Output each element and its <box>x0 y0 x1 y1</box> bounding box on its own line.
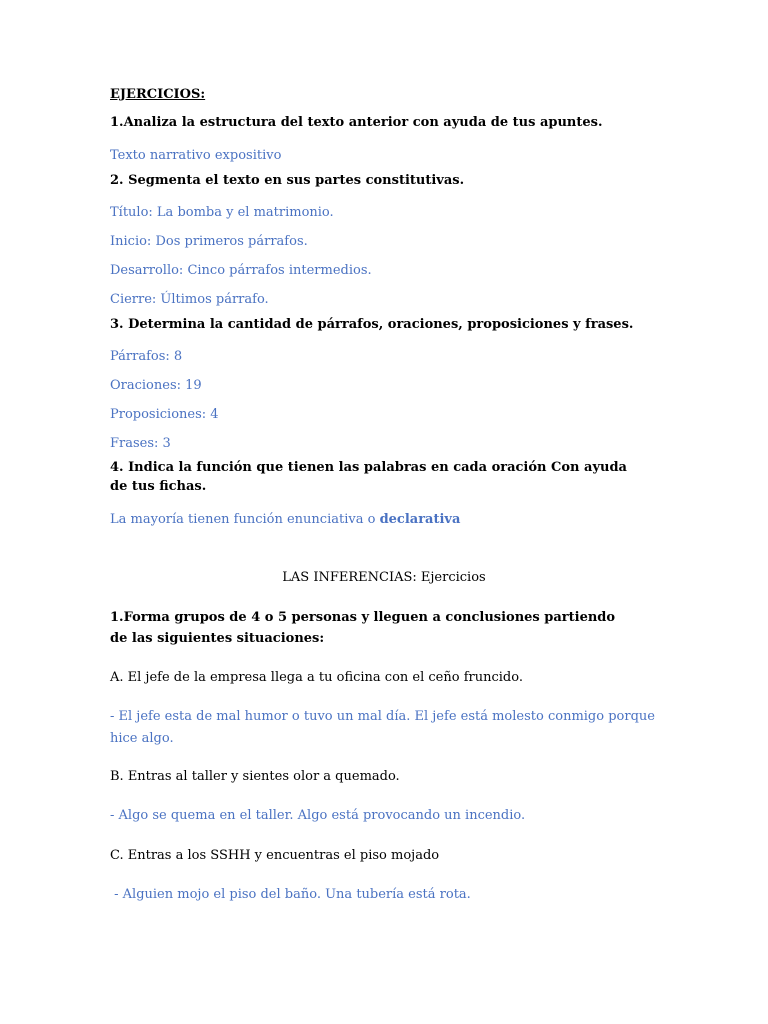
situation-b-prompt: B. Entras al taller y sientes olor a quemado. <box>110 769 400 784</box>
answer-3-sentences: Oraciones: 19 <box>110 378 202 393</box>
question-2: 2. Segmenta el texto en sus partes constitutivas. <box>110 173 465 188</box>
answer-2-development: Desarrollo: Cinco párrafos intermedios. <box>110 263 372 278</box>
answer-1: Texto narrativo expositivo <box>110 148 282 163</box>
situation-c-answer: - Alguien mojo el piso del baño. Una tubería está rota. <box>110 887 471 902</box>
answer-3-paragraphs: Párrafos: 8 <box>110 349 183 364</box>
answer-2-title: Título: La bomba y el matrimonio. <box>110 205 334 220</box>
answer-3-phrases: Frases: 3 <box>110 436 171 451</box>
answer-3-propositions: Proposiciones: 4 <box>110 407 219 422</box>
question-4: 4. Indica la función que tienen las palabras en cada oración Con ayuda de tus fichas. <box>110 460 627 494</box>
situation-a-prompt: A. El jefe de la empresa llega a tu oficina con el ceño fruncido. <box>110 670 523 685</box>
question-3: 3. Determina la cantidad de párrafos, oraciones, proposiciones y frases. <box>110 317 634 332</box>
inferences-question-1: 1.Forma grupos de 4 o 5 personas y lleguen a conclusiones partiendo de las siguientes situaciones: <box>110 610 616 646</box>
situation-b-answer: - Algo se quema en el taller. Algo está provocando un incendio. <box>110 808 526 823</box>
answer-4-text: La mayoría tienen función enunciativa o <box>110 512 380 527</box>
answer-2-ending: Cierre: Últimos párrafo. <box>110 292 269 307</box>
inferences-title: LAS INFERENCIAS: Ejercicios <box>282 570 486 585</box>
situation-c-prompt: C. Entras a los SSHH y encuentras el piso mojado <box>110 848 440 863</box>
answer-4 <box>110 509 670 531</box>
exercises-heading: EJERCICIOS: <box>110 87 206 102</box>
answer-2-start: Inicio: Dos primeros párrafos. <box>110 234 308 249</box>
situation-a-answer: - El jefe esta de mal humor o tuvo un mal día. El jefe está molesto conmigo porque hice algo. <box>110 709 655 746</box>
question-1: 1.Analiza la estructura del texto anterior con ayuda de tus apuntes. <box>110 115 603 130</box>
answer-4-bold: declarativa <box>379 512 461 527</box>
